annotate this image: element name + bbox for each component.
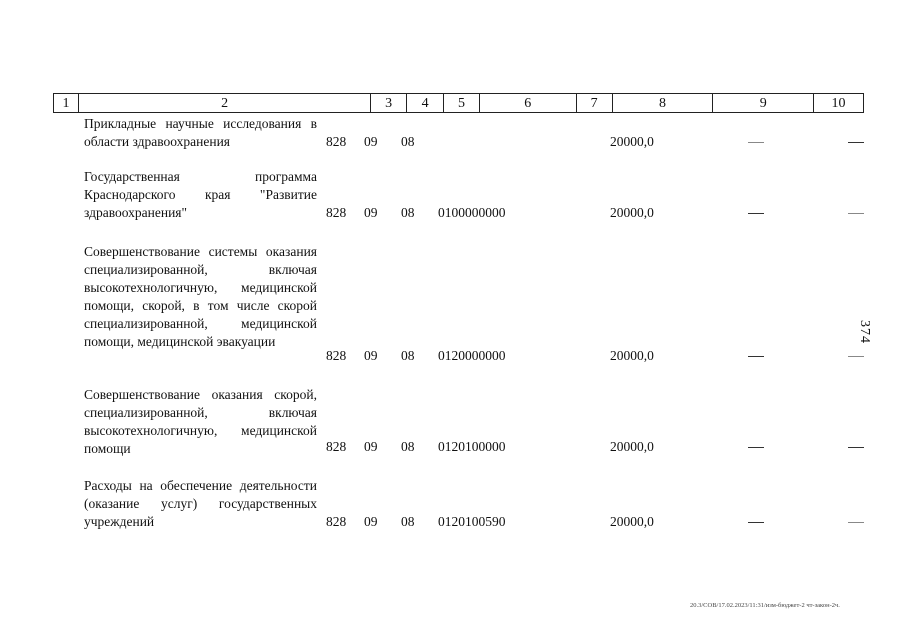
- row-code-3: 828: [326, 514, 347, 529]
- header-col-9: 9: [713, 94, 814, 112]
- row-code-5: 08: [401, 514, 415, 529]
- row-col10-dash: [848, 204, 864, 222]
- row-amount: 20000,0: [610, 514, 654, 529]
- header-col-10: 10: [831, 96, 846, 111]
- page-number: 374: [857, 320, 872, 344]
- row-code-3: 828: [326, 134, 347, 149]
- row-amount: 20000,0: [610, 348, 654, 363]
- row-code-4: 09: [364, 134, 378, 149]
- row-code-5: 08: [401, 134, 415, 149]
- header-col-5: 5: [444, 94, 480, 112]
- row-col9-dash: [748, 133, 764, 151]
- row-col9-dash: [748, 513, 764, 531]
- row-code-6: 0120100000: [438, 439, 506, 454]
- row-amount: 20000,0: [610, 134, 654, 149]
- row-code-6: 0100000000: [438, 205, 506, 220]
- row-col10-dash: [848, 133, 864, 151]
- row-code-4: 09: [364, 439, 378, 454]
- row-code-5: 08: [401, 205, 415, 220]
- row-code-3: 828: [326, 348, 347, 363]
- row-col9-dash: [748, 438, 764, 456]
- row-description: Расходы на обеспечение деятельности (оказание услуг) государственных учреждений: [84, 478, 317, 529]
- row-description: Совершенствование оказания скорой, специализированной, включая высокотехнологичную, медицинской помощи: [84, 387, 317, 456]
- row-code-4: 09: [364, 514, 378, 529]
- header-col-2: 2: [79, 94, 371, 112]
- header-col-6: 6: [480, 94, 577, 112]
- header-col-3: 3: [371, 94, 407, 112]
- row-col9-dash: [748, 347, 764, 365]
- row-col9-dash: [748, 204, 764, 222]
- row-code-6: 0120000000: [438, 348, 506, 363]
- row-code-5: 08: [401, 348, 415, 363]
- row-col10-dash: [848, 513, 864, 531]
- row-description: Государственная программа Краснодарского края "Развитие здравоохранения": [84, 169, 317, 220]
- row-code-3: 828: [326, 439, 347, 454]
- row-amount: 20000,0: [610, 439, 654, 454]
- row-description: Совершенствование системы оказания специализированной, включая высокотехнологичную, медицинской помощи, скорой, в том числе скорой специализированной, медицинской помощи, медицинской эвакуации: [84, 244, 317, 349]
- row-code-6: 0120100590: [438, 514, 506, 529]
- row-col10-dash: [848, 347, 864, 365]
- row-code-4: 09: [364, 205, 378, 220]
- row-code-4: 09: [364, 348, 378, 363]
- header-col-4: 4: [407, 94, 444, 112]
- row-amount: 20000,0: [610, 205, 654, 220]
- document-footer: 20.3/СОВ/17.02.2023/11:31/изм-бюджет-2 чт-закон-2ч.: [690, 602, 840, 609]
- row-description: Прикладные научные исследования в области здравоохранения: [84, 116, 317, 149]
- row-col10-dash: [848, 438, 864, 456]
- row-code-5: 08: [401, 439, 415, 454]
- header-col-7: 7: [577, 94, 613, 112]
- row-code-3: 828: [326, 205, 347, 220]
- table-header: [53, 93, 864, 113]
- header-col-8: 8: [613, 94, 714, 112]
- header-col-1: 1: [54, 94, 79, 112]
